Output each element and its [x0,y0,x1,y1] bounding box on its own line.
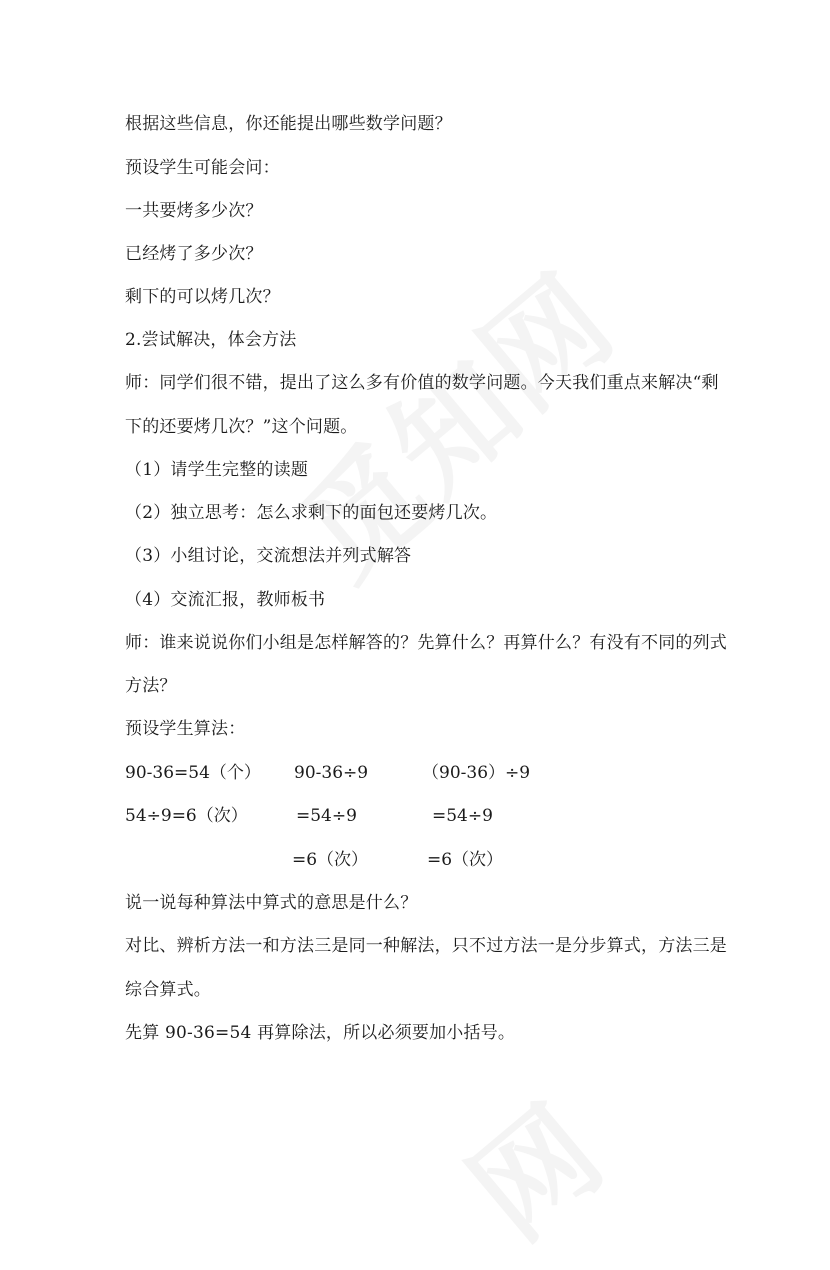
method1-line1: 90-36=54（个） [125,763,261,783]
paragraph-13: 师：谁来说说你们小组是怎样解答的？先算什么？再算什么？有没有不同的列式 [125,633,727,653]
method1-line2: 54÷9=6（次） [125,806,248,826]
paragraph-3: 一共要烤多少次？ [125,201,263,221]
watermark-char-2 [349,317,551,526]
paragraph-after-2: 对比、辨析方法一和方法三是同一种解法，只不过方法一是分步算式，方法三是 [125,936,727,956]
method3-line2: =54÷9 [432,806,493,826]
paragraph-5: 剩下的可以烤几次？ [125,287,280,307]
paragraph-8: 下的还要烤几次？”这个问题。 [125,417,358,437]
step-1: （1）请学生完整的读题 [125,460,309,480]
paragraph-15: 预设学生算法： [125,719,246,739]
step-3: （3）小组讨论，交流想法并列式解答 [125,546,412,566]
paragraph-after-4: 先算 90-36=54 再算除法，所以必须要加小括号。 [125,1023,516,1043]
method2-line3: =6（次） [292,850,369,870]
step-2: （2）独立思考：怎么求剩下的面包还要烤几次。 [125,503,498,523]
watermark-char-3 [439,232,641,441]
paragraph-after-1: 说一说每种算法中算式的意思是什么？ [125,893,418,913]
method2-line1: 90-36÷9 [294,763,369,783]
method3-line1: （90-36）÷9 [422,763,531,783]
paragraph-14: 方法？ [125,676,177,696]
paragraph-after-3: 综合算式。 [125,980,211,1000]
method3-line3: =6（次） [427,850,504,870]
paragraph-1: 根据这些信息，你还能提出哪些数学问题？ [125,114,452,134]
paragraph-7: 师：同学们很不错，提出了这么多有价值的数学问题。今天我们重点来解决“剩 [125,373,719,393]
method2-line2: =54÷9 [296,806,357,826]
watermark-char-4 [429,1062,631,1270]
paragraph-2: 预设学生可能会问： [125,158,280,178]
section-heading: 2.尝试解决，体会方法 [125,330,297,350]
step-4: （4）交流汇报，教师板书 [125,590,326,610]
paragraph-4: 已经烤了多少次？ [125,244,263,264]
